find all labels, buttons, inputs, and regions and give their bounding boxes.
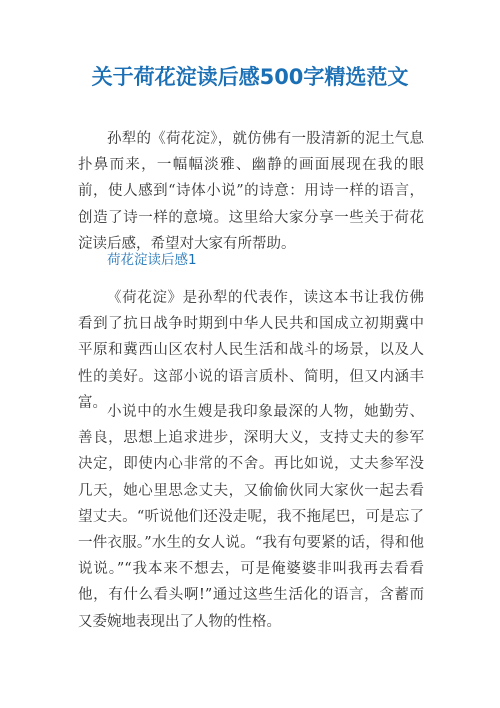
- body-paragraph-1: 《荷花淀》是孙犁的代表作，读这本书让我仿佛看到了抗日战争时期到中华人民共和国成立初期冀中平原和冀西山区农村人民生活和战斗的场景，以及人性的美好。这部小说的语言质朴、简明，但又内涵丰富。: [78, 290, 424, 411]
- document-title: 关于荷花淀读后感500字精选范文: [91, 65, 409, 89]
- intro-paragraph: 孙犁的《荷花淀》，就仿佛有一股清新的泥土气息扑鼻而来，一幅幅淡雅、幽静的画面展现在我的眼前，使人感到“诗体小说”的诗意：用诗一样的语言，创造了诗一样的意境。这里给大家分享一些关于荷花淀读后感，希望对大家有所帮助。: [78, 131, 424, 252]
- body-paragraph-2: 小说中的水生嫂是我印象最深的人物，她勤劳、善良，思想上追求进步，深明大义，支持丈夫的参军决定，即使内心非常的不舍。再比如说，丈夫参军没几天，她心里思念丈夫，又偷偷伙同大家伙一起去看望丈夫。“听说他们还没走呢，我不拖尾巴，可是忘了一件衣服。”水生的女人说。“我有句要紧的话，得和他说说。”“我本来不想去，可是俺婆婆非叫我再去看看他，有什么看头啊!”通过这些生活化的语言，含蓄而又委婉地表现出了人物的性格。: [78, 404, 424, 630]
- section-heading: 荷花淀读后感1: [107, 252, 197, 268]
